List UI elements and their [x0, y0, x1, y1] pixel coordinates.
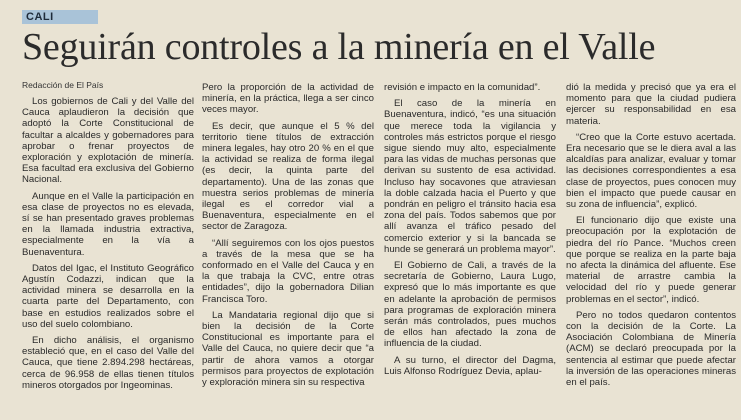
- paragraph: Los gobiernos de Cali y del Valle del Cauca aplaudieron la decisión que adoptó la Corte Constitucional de facultar a alcaldes y gobernadores para aprobar o frenar proyectos de exploración y explotación de minería. Esa facultad era exclusiva del Gobierno Nacional.: [22, 96, 194, 186]
- paragraph: dió la medida y precisó que ya era el momento para que la ciudad pudiera ejercer su responsabilidad en esa materia.: [566, 82, 736, 127]
- article-headline: Seguirán controles a la minería en el Valle: [22, 26, 656, 68]
- article-column-2: [202, 82, 374, 406]
- paragraph: El funcionario dijo que existe una preocupación por la explotación de piedra del río Pance. “Muchos creen que porque se realiza en la parte baja no afecta la dinámica del afluente. Ese material de arrastre cambia la velocidad del río y puede generar problemas en el sector”, indicó.: [566, 215, 736, 305]
- paragraph: Es decir, que aunque el 5 % del territorio tiene títulos de extracción minera legales, hay otro 20 % en el que la actividad se realiza de forma ilegal (es decir, la quinta parte del departamento). Una de las zonas que muestra serios problemas de minería ilegal es el corredor vial a Buenaventura, especialmente en el sector de Zaragoza.: [202, 120, 374, 233]
- article-column-1: [22, 96, 194, 420]
- paragraph: revisión e impacto en la comunidad”.: [384, 82, 541, 93]
- paragraph: En dicho análisis, el organismo estableció que, en el caso del Valle del Cauca, que tiene 2.894.298 hectáreas, cerca de 96.958 de ellas tienen títulos mineros otorgados por Ingeominas.: [22, 335, 194, 391]
- section-label: CALI: [22, 10, 98, 24]
- paragraph: Pero no todos quedaron contentos con la decisión de la Corte. La Asociación Colombiana de Minería (ACM) se declaró preocupada por la sentencia al estimar que puede afectar la inversión de las operaciones mineras en el país.: [566, 309, 736, 389]
- article-column-4: [566, 82, 736, 406]
- paragraph: El caso de la minería en Buenaventura, indicó, “es una situación que merece toda la vigilancia y controles más estrictos porque el riesgo sigue siendo muy alto, especialmente para las vidas de muchas personas que derivan su sustento de esa actividad. Incluso hay socavones que atraviesan la doble calzada hacia el Puerto y que pondrán en peligro el tránsito hacia esa zona del país. Todos sabemos que por allí avanza el tráfico pesado del comercio exterior y si la bancada se hunde se generará un problema mayor”.: [384, 98, 556, 255]
- paragraph: “Creo que la Corte estuvo acertada. Era necesario que se le diera aval a las alcaldías para analizar, evaluar y tomar las decisiones correspondientes a esa clase de proyectos, pues conocen muy bien el impacto que puede causar en su zona de influencia”, explicó.: [566, 131, 736, 211]
- paragraph: Datos del Igac, el Instituto Geográfico Agustín Codazzi, indican que la actividad minera se desarrolla en la cuarta parte del Departamento, con base en estudios realizados sobre el uso del suelo colombiano.: [22, 262, 194, 330]
- article-column-3: [384, 82, 556, 406]
- paragraph: Pero la proporción de la actividad de minería, en la práctica, llega a ser cinco veces mayor.: [202, 82, 374, 116]
- article-byline: Redacción de El País: [22, 80, 104, 90]
- paragraph: La Mandataria regional dijo que si bien la decisión de la Corte Constitucional es importante para el Valle del Cauca, no quiere decir que “a partir de ahora vamos a otorgar permisos para proyectos de explotación y exploración minera sin su respectiva: [202, 309, 374, 389]
- paragraph: “Allí seguiremos con los ojos puestos a través de la mesa que se ha conformado en el Valle del Cauca y en la que trabaja la CVC, entre otras entidades”, dijo la gobernadora Dilian Francisca Toro.: [202, 237, 374, 305]
- paragraph: Aunque en el Valle la participación en esa clase de proyectos no es elevada, sí se han presentado graves problemas en la llamada industria extractiva, especialmente en la vía a Buenaventura.: [22, 190, 194, 258]
- paragraph: A su turno, el director del Dagma, Luis Alfonso Rodríguez Devia, aplau-: [384, 354, 556, 377]
- paragraph: El Gobierno de Cali, a través de la secretaría de Gobierno, Laura Lugo, expresó que lo más importante es que en adelante la aprobación de permisos para programas de exploración minera serán más controlados, pues muchos de ellos han afectado la zona de influencia de la ciudad.: [384, 260, 556, 350]
